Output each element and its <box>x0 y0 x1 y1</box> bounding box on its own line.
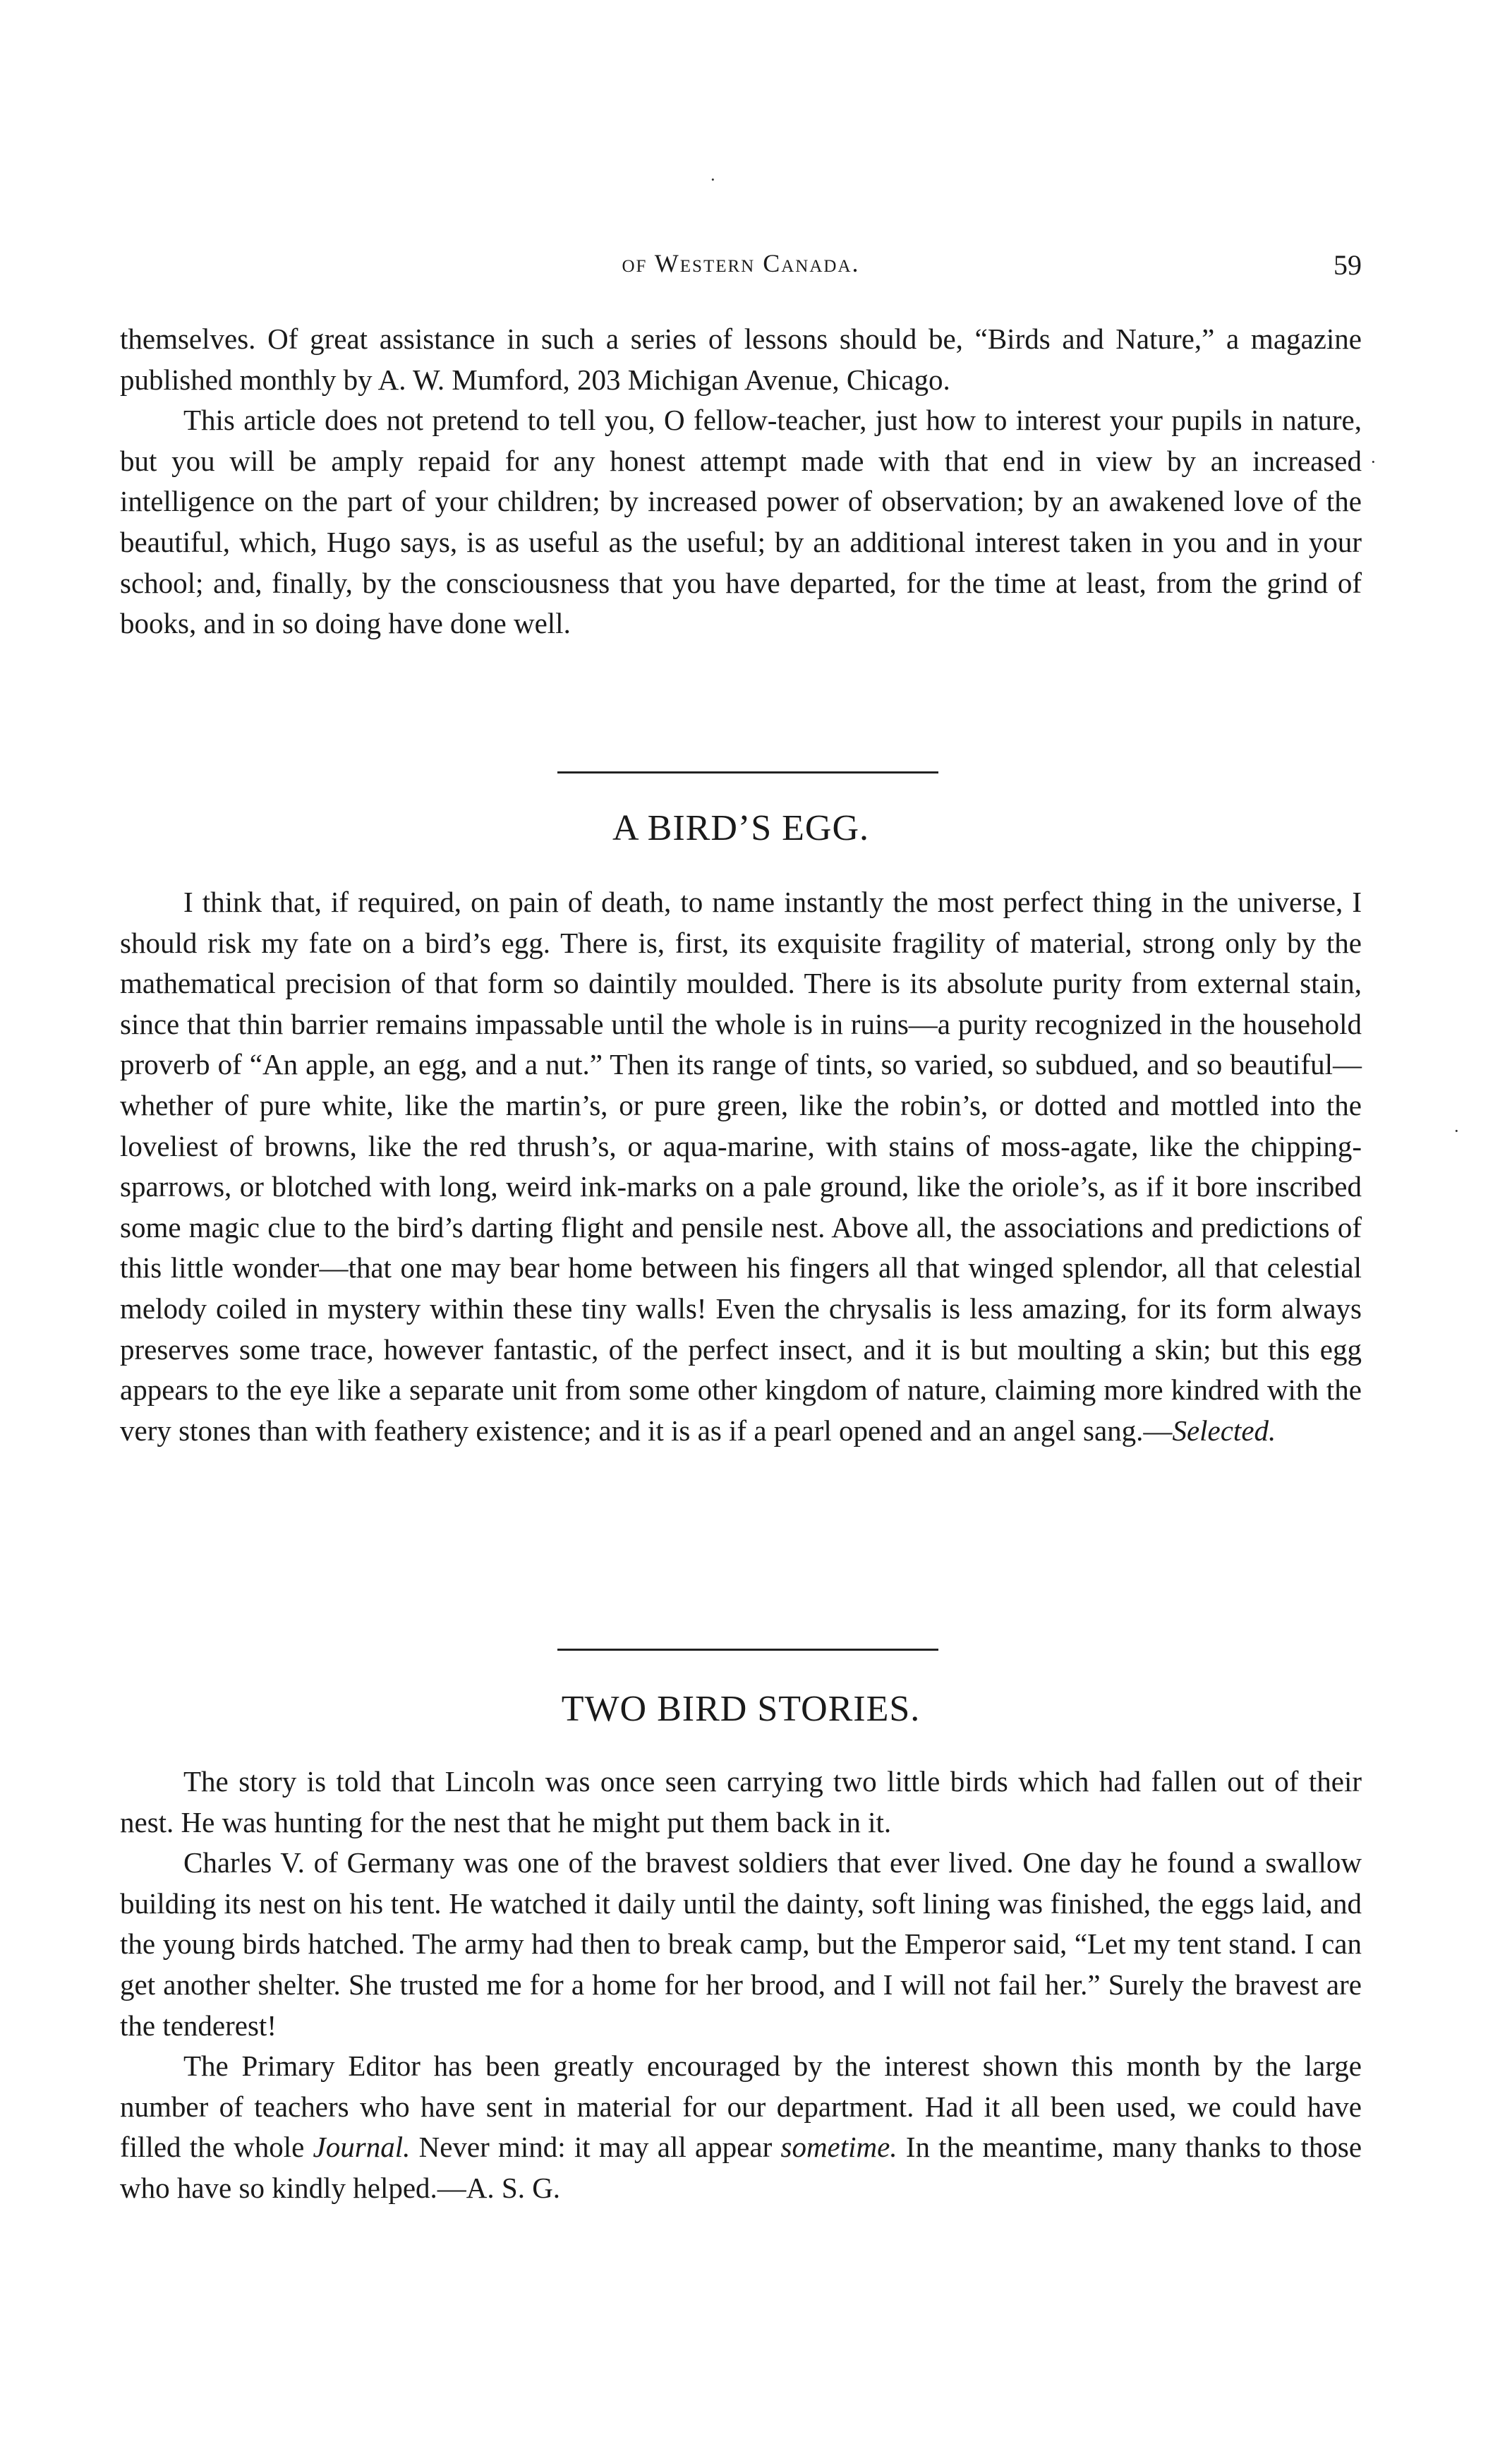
birds-egg-attribution: Selected. <box>1172 1414 1276 1447</box>
charles-story-paragraph: Charles V. of Germany was one of the bravest soldiers that ever lived. One day he found a swallow building its nest on his tent. He watched it daily until the dainty, soft lining was finished, the eggs laid, and the young birds hatched. The army had then to break camp, but the Emperor said, “Let my tent stand. I can get another shelter. She trusted me for a home for her brood, and I will not fail her.” Surely the bravest are the tenderest! <box>120 1846 1362 2042</box>
lincoln-story-paragraph: The story is told that Lincoln was once seen carrying two little birds which had fallen out of their nest. He was hunting for the nest that he might put them back in it. <box>120 1765 1362 1838</box>
print-speck: · <box>710 169 716 190</box>
editor-note-paragraph <box>120 2046 1362 2208</box>
editor-note-journal: Journal. <box>313 2131 411 2164</box>
print-speck: · <box>1453 1121 1460 1141</box>
editor-note-text-1: The Primary Editor has been greatly encouraged by the interest shown this month by the large number of teachers who have sent in material for our department. Had it all been used, we could have filled the whole <box>120 2049 1362 2164</box>
section-heading-two-bird-stories: TWO BIRD STORIES. <box>561 1689 921 1729</box>
birds-egg-paragraph <box>120 882 1362 1451</box>
page-number: 59 <box>1333 249 1362 281</box>
birds-egg-section <box>120 882 1362 1451</box>
editor-note-sometime: sometime. <box>780 2131 897 2164</box>
birds-egg-body: I think that, if required, on pain of death, to name instantly the most perfect thing in the universe, I should risk my fate on a bird’s egg. There is, first, its exquisite fragility of material, strong only by the mathematical precision of that form so daintily moulded. There is its absolute purity from external stain, since that thin barrier remains impassable until the whole is in ruins—a purity recognized in the household proverb of “An apple, an egg, and a nut.” Then its range of tints, so varied, so subdued, and so beautiful—whether of pure white, like the martin’s, or pure green, like the robin’s, or dotted and mottled into the loveliest of browns, like the red thrush’s, or aqua-marine, with stains of moss-agate, like the chipping-sparrows, or blotched with long, weird ink-marks on a pale ground, like the oriole’s, as if it bore inscribed some magic clue to the bird’s darting flight and pensile nest. Above all, the associations and predictions of this little wonder—that one may bear home between his fingers all that winged splendor, all that celestial melody coiled in mystery within these tiny walls! Even the chrysalis is less amazing, for its form always preserves some trace, however fantastic, of the perfect insect, and it is but moulting a skin; but this egg appears to the eye like a separate unit from some other kingdom of nature, claiming more kindred with the very stones than with feathery existence; and it is as if a pearl opened and an angel sang.— <box>120 886 1362 1447</box>
two-bird-stories-section <box>120 1762 1362 2209</box>
intro-paragraph: This article does not pretend to tell you, O fellow-teacher, just how to interest your pupils in nature, but you will be amply repaid for any honest attempt made with that end in view by an increased intelligence on the part of your children; by increased power of observation; by an awakened love of the beautiful, which, Hugo says, is as useful as the useful; by an additional interest taken in you and in your school; and, finally, by the consciousness that you have departed, for the time at least, from the grind of books, and in so doing have done well. <box>120 404 1362 640</box>
section-divider <box>557 1649 938 1651</box>
section-heading-birds-egg: A BIRD’S EGG. <box>612 808 870 848</box>
intro-paragraph-continued: themselves. Of great assistance in such a series of lessons should be, “Birds and Nature,” a magazine published monthly by A. W. Mumford, 203 Michigan Avenue, Chicago. <box>120 323 1362 396</box>
editor-note-text-2: Never mind: it may all appear <box>410 2131 781 2164</box>
running-title: of Western Canada. <box>622 249 860 277</box>
print-speck: · <box>1370 452 1377 472</box>
editor-note-text-3: In the meantime, many thanks to those who have so kindly helped.—A. S. G. <box>120 2131 1362 2204</box>
running-head <box>120 248 1362 291</box>
section-divider <box>557 771 938 773</box>
intro-section <box>120 319 1362 644</box>
